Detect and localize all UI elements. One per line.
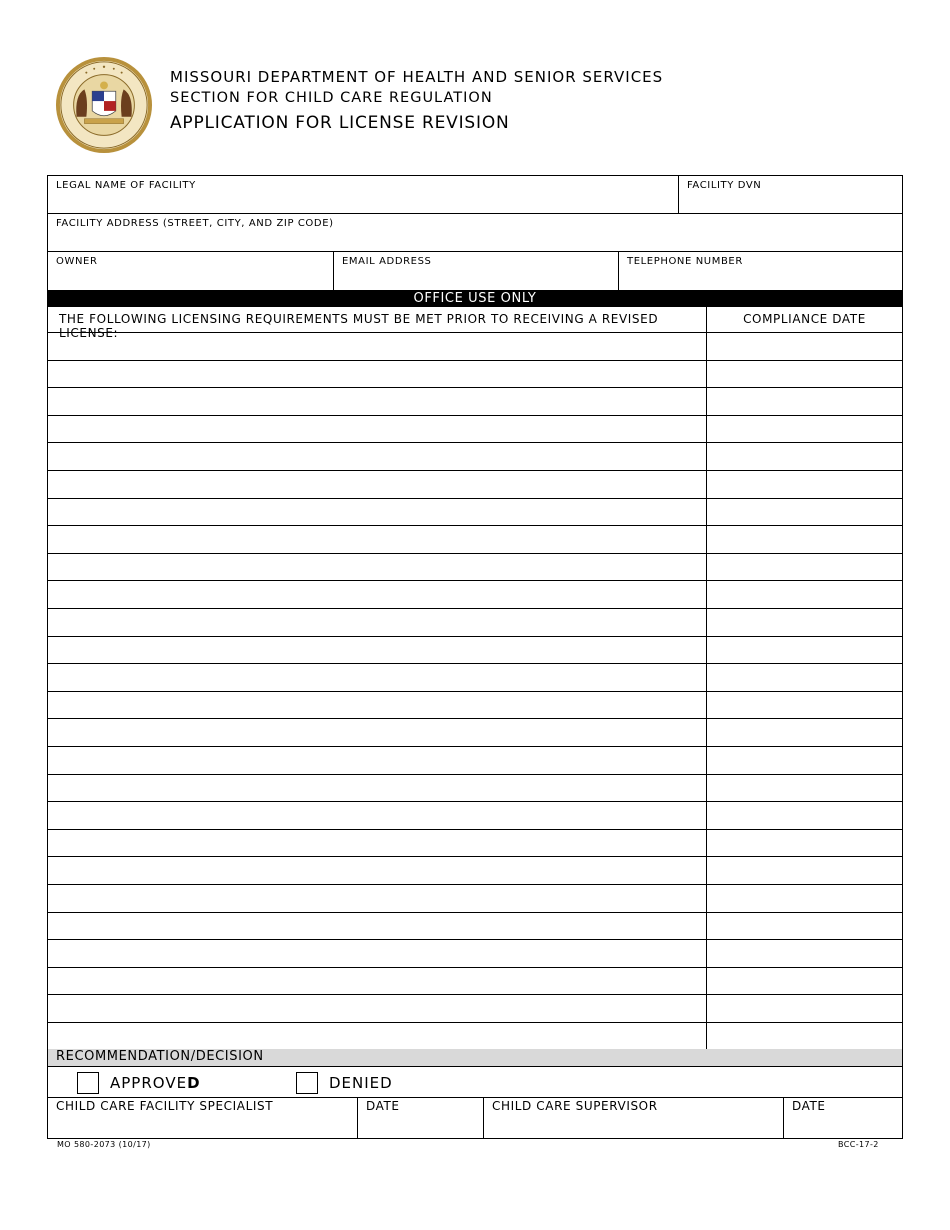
requirement-row (48, 443, 902, 471)
requirement-row (48, 830, 902, 858)
requirement-input[interactable] (48, 747, 706, 774)
denied-checkbox[interactable] (296, 1072, 318, 1094)
compliance-date-input[interactable] (706, 499, 902, 526)
supervisor-date-field[interactable] (783, 1098, 902, 1138)
row-facility-name (48, 176, 902, 214)
requirement-row (48, 857, 902, 885)
section-name: SECTION FOR CHILD CARE REGULATION (170, 90, 493, 106)
decision-row (48, 1066, 902, 1098)
requirement-row (48, 333, 902, 361)
specialist-signature-field[interactable] (48, 1098, 357, 1138)
supervisor-signature-field[interactable] (483, 1098, 783, 1138)
compliance-date-input[interactable] (706, 802, 902, 829)
requirement-row (48, 471, 902, 499)
legal-name-field[interactable] (48, 176, 678, 213)
requirement-input[interactable] (48, 830, 706, 857)
requirement-input[interactable] (48, 1023, 706, 1051)
requirement-row (48, 581, 902, 609)
compliance-date-input[interactable] (706, 637, 902, 664)
row-contact (48, 252, 902, 290)
facility-address-label: FACILITY ADDRESS (STREET, CITY, AND ZIP CODE) (56, 218, 334, 229)
compliance-date-input[interactable] (706, 830, 902, 857)
compliance-date-input[interactable] (706, 471, 902, 498)
compliance-date-input[interactable] (706, 333, 902, 360)
requirement-row (48, 802, 902, 830)
requirement-input[interactable] (48, 609, 706, 636)
requirement-row (48, 637, 902, 665)
office-use-banner: OFFICE USE ONLY (48, 290, 902, 307)
requirement-row (48, 913, 902, 941)
requirement-row (48, 775, 902, 803)
requirement-input[interactable] (48, 333, 706, 360)
requirement-row (48, 416, 902, 444)
requirement-row (48, 747, 902, 775)
specialist-date-label: DATE (366, 1099, 400, 1113)
compliance-date-input[interactable] (706, 416, 902, 443)
requirement-row (48, 361, 902, 389)
form-number: MO 580-2073 (10/17) (57, 1140, 151, 1149)
requirement-input[interactable] (48, 885, 706, 912)
requirement-row (48, 526, 902, 554)
telephone-label: TELEPHONE NUMBER (627, 256, 743, 267)
signature-row (48, 1097, 902, 1138)
owner-field[interactable] (48, 252, 333, 290)
requirement-input[interactable] (48, 775, 706, 802)
compliance-date-input[interactable] (706, 995, 902, 1022)
requirement-input[interactable] (48, 857, 706, 884)
requirement-row (48, 940, 902, 968)
compliance-date-input[interactable] (706, 885, 902, 912)
requirement-input[interactable] (48, 664, 706, 691)
compliance-date-input[interactable] (706, 526, 902, 553)
department-name: MISSOURI DEPARTMENT OF HEALTH AND SENIOR SERVICES (170, 68, 664, 86)
facility-address-field[interactable] (48, 214, 902, 251)
requirement-row (48, 664, 902, 692)
requirement-row (48, 388, 902, 416)
requirement-input[interactable] (48, 443, 706, 470)
requirement-input[interactable] (48, 361, 706, 388)
email-field[interactable] (333, 252, 618, 290)
requirement-row (48, 719, 902, 747)
requirement-input[interactable] (48, 526, 706, 553)
requirements-header: THE FOLLOWING LICENSING REQUIREMENTS MUST BE MET PRIOR TO RECEIVING A REVISED LICENSE: (59, 312, 659, 340)
requirement-row (48, 692, 902, 720)
legal-name-label: LEGAL NAME OF FACILITY (56, 180, 196, 191)
telephone-field[interactable] (618, 252, 902, 290)
requirement-row (48, 554, 902, 582)
requirement-input[interactable] (48, 940, 706, 967)
denied-label: DENIED (329, 1074, 393, 1092)
compliance-date-input[interactable] (706, 388, 902, 415)
requirement-input[interactable] (48, 499, 706, 526)
requirements-header-row (48, 307, 902, 340)
compliance-date-input[interactable] (706, 581, 902, 608)
requirement-input[interactable] (48, 913, 706, 940)
requirement-input[interactable] (48, 637, 706, 664)
requirement-input[interactable] (48, 554, 706, 581)
requirement-input[interactable] (48, 416, 706, 443)
compliance-date-input[interactable] (706, 443, 902, 470)
facility-dvn-label: FACILITY DVN (687, 180, 762, 191)
compliance-date-input[interactable] (706, 609, 902, 636)
owner-label: OWNER (56, 256, 98, 267)
compliance-date-input[interactable] (706, 1023, 902, 1051)
requirement-input[interactable] (48, 581, 706, 608)
compliance-date-header: COMPLIANCE DATE (706, 307, 902, 332)
approved-label: APPROVED (110, 1074, 201, 1092)
compliance-date-input[interactable] (706, 913, 902, 940)
specialist-date-field[interactable] (357, 1098, 483, 1138)
compliance-date-input[interactable] (706, 775, 902, 802)
requirement-input[interactable] (48, 995, 706, 1022)
compliance-date-input[interactable] (706, 554, 902, 581)
form-title: APPLICATION FOR LICENSE REVISION (170, 113, 510, 133)
requirement-input[interactable] (48, 471, 706, 498)
requirement-input[interactable] (48, 802, 706, 829)
approved-checkbox[interactable] (77, 1072, 99, 1094)
requirement-row (48, 1023, 902, 1051)
application-form (47, 175, 903, 1139)
supervisor-label: CHILD CARE SUPERVISOR (492, 1099, 658, 1113)
requirement-row (48, 885, 902, 913)
row-address (48, 214, 902, 252)
missouri-state-seal-icon (55, 56, 153, 154)
requirement-input[interactable] (48, 968, 706, 995)
compliance-date-input[interactable] (706, 940, 902, 967)
compliance-date-input[interactable] (706, 747, 902, 774)
supervisor-date-label: DATE (792, 1099, 826, 1113)
requirement-input[interactable] (48, 388, 706, 415)
specialist-label: CHILD CARE FACILITY SPECIALIST (56, 1099, 274, 1113)
requirement-row (48, 968, 902, 996)
recommendation-heading: RECOMMENDATION/DECISION (48, 1049, 902, 1066)
email-label: EMAIL ADDRESS (342, 256, 432, 267)
compliance-date-input[interactable] (706, 719, 902, 746)
compliance-date-input[interactable] (706, 664, 902, 691)
compliance-date-input[interactable] (706, 692, 902, 719)
requirement-row (48, 609, 902, 637)
requirement-input[interactable] (48, 719, 706, 746)
requirement-row (48, 995, 902, 1023)
facility-dvn-field[interactable] (678, 176, 902, 213)
compliance-date-input[interactable] (706, 361, 902, 388)
requirement-input[interactable] (48, 692, 706, 719)
form-code: BCC-17-2 (838, 1140, 879, 1149)
compliance-date-input[interactable] (706, 857, 902, 884)
requirement-row (48, 499, 902, 527)
compliance-date-input[interactable] (706, 968, 902, 995)
